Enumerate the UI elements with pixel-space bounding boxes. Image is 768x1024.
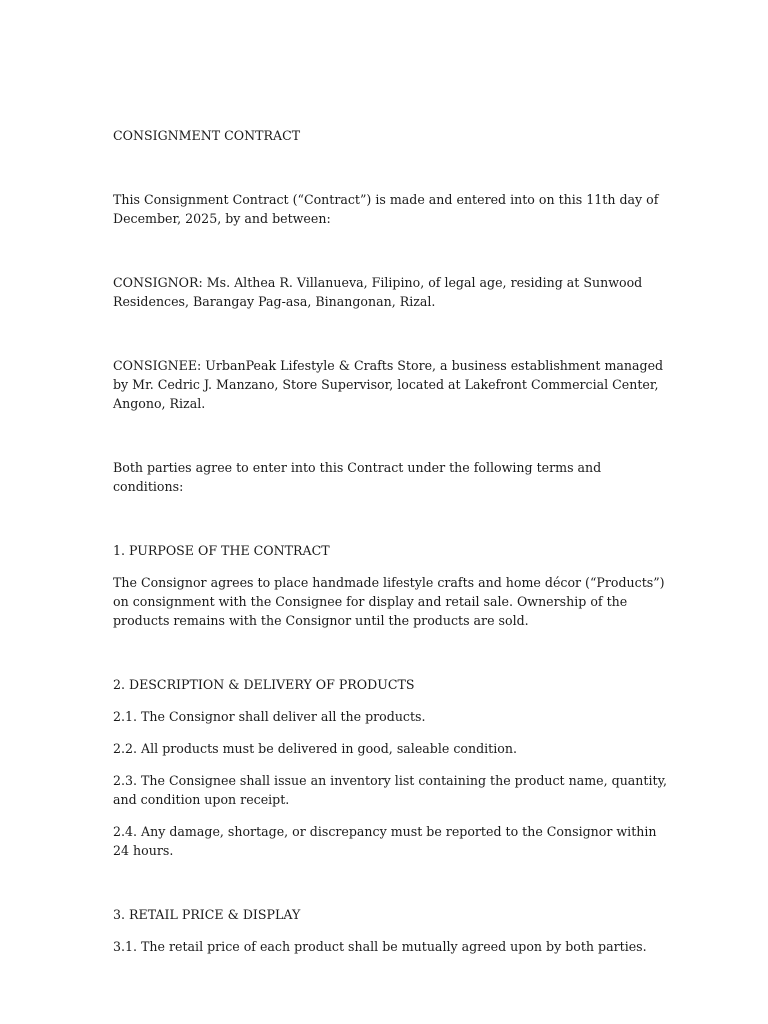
section-paragraph: 2.3. The Consignee shall issue an inventory list containing the product name, quantity, and condition upon receipt. [113, 773, 668, 807]
section-heading: 3. RETAIL PRICE & DISPLAY [113, 907, 301, 922]
intro-paragraph: This Consignment Contract (“Contract”) is made and entered into on this 11th day of December, 2025, by and between: [113, 192, 659, 226]
section-paragraph: 3.1. The retail price of each product shall be mutually agreed upon by both parties. [113, 939, 647, 954]
agreement-paragraph: Both parties agree to enter into this Contract under the following terms and conditions: [113, 460, 602, 494]
section-paragraph: 2.1. The Consignor shall deliver all the products. [113, 709, 426, 724]
section-paragraph: The Consignor agrees to place handmade lifestyle crafts and home décor (“Products”) on consignment with the Consignee for display and retail sale. Ownership of the products remains with the Consignor until the products are sold. [113, 575, 665, 628]
section-paragraph: 2.4. Any damage, shortage, or discrepancy must be reported to the Consignor within 24 hours. [113, 824, 657, 858]
document-page [113, 126, 673, 969]
section-heading: 1. PURPOSE OF THE CONTRACT [113, 543, 330, 558]
section-purpose [113, 541, 673, 630]
section-paragraph: 2.2. All products must be delivered in good, saleable condition. [113, 741, 517, 756]
section-description-delivery [113, 675, 673, 860]
consignor-paragraph: CONSIGNOR: Ms. Althea R. Villanueva, Filipino, of legal age, residing at Sunwood Residences, Barangay Pag-asa, Binangonan, Rizal. [113, 275, 643, 309]
consignee-paragraph: CONSIGNEE: UrbanPeak Lifestyle & Crafts Store, a business establishment managed by Mr. Cedric J. Manzano, Store Supervisor, located at Lakefront Commercial Center, Angono, Rizal. [113, 358, 664, 411]
document-title: CONSIGNMENT CONTRACT [113, 128, 301, 143]
section-retail-price-display [113, 905, 673, 956]
section-heading: 2. DESCRIPTION & DELIVERY OF PRODUCTS [113, 677, 415, 692]
